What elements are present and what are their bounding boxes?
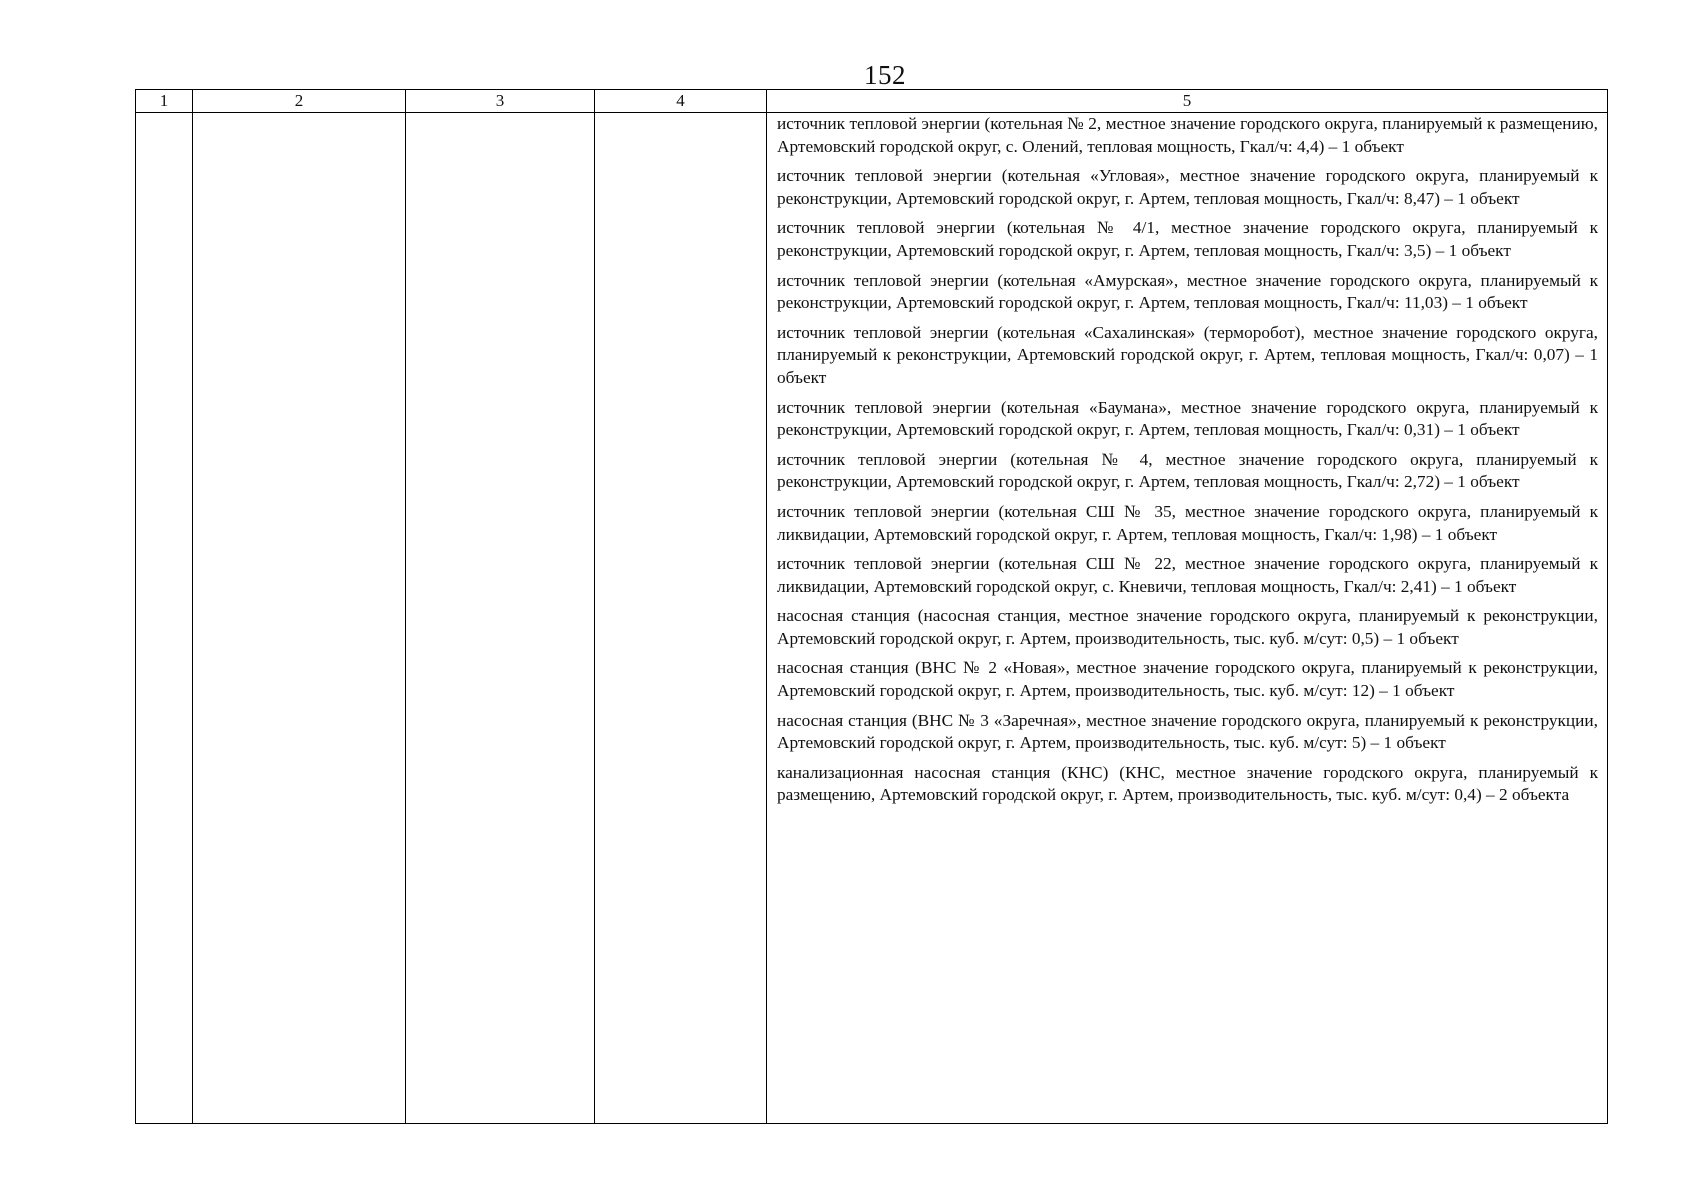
object-entry: насосная станция (насосная станция, местное значение городского округа, планируемый к реконструкции, Артемовский городской округ, г. Артем, производительность, тыс. куб. м/сут: 0,5) – 1 объект	[777, 606, 1598, 648]
object-entry: источник тепловой энергии (котельная № 4/1, местное значение городского округа, планируемый к реконструкции, Артемовский городской округ, г. Артем, тепловая мощность, Гкал/ч: 3,5) – 1 объект	[777, 218, 1598, 260]
object-entry: насосная станция (ВНС № 3 «Заречная», местное значение городского округа, планируемый к реконструкции, Артемовский городской округ, г. Артем, производительность, тыс. куб. м/сут: 5) – 1 объект	[777, 710, 1598, 753]
object-entry: источник тепловой энергии (котельная «Сахалинская» (терморобот), местное значение городского округа, планируемый к реконструкции, Артемовский городской округ, г. Артем, тепловая мощность, Гкал/ч: 0,07) – 1 объект	[777, 322, 1598, 387]
table-row	[136, 113, 1608, 1124]
object-entry: источник тепловой энергии (котельная «Амурская», местное значение городского округа, планируемый к реконструкции, Артемовский городской округ, г. Артем, тепловая мощность, Гкал/ч: 11,03) – 1 объект	[777, 270, 1598, 313]
column-4-cell	[595, 113, 767, 1124]
page-number: 152	[864, 60, 906, 90]
column-header-3: 3	[406, 90, 595, 113]
column-1-cell	[136, 113, 193, 1124]
object-entry: насосная станция (ВНС № 2 «Новая», местное значение городского округа, планируемый к реконструкции, Артемовский городской округ, г. Артем, производительность, тыс. куб. м/сут: 12) – 1 объект	[777, 658, 1598, 701]
table-header-row	[136, 90, 1608, 113]
column-5-cell	[767, 113, 1608, 1124]
column-header-1: 1	[136, 90, 193, 113]
column-header-5: 5	[767, 90, 1608, 113]
column-header-4: 4	[595, 90, 767, 113]
object-entry: источник тепловой энергии (котельная СШ № 22, местное значение городского округа, планируемый к ликвидации, Артемовский городской округ, с. Кневичи, тепловая мощность, Гкал/ч: 2,41) – 1 объект	[777, 554, 1598, 596]
object-entry: канализационная насосная станция (КНС) (КНС, местное значение городского округа, планируемый к размещению, Артемовский городской округ, г. Артем, производительность, тыс. куб. м/сут: 0,4) – 2 объекта	[777, 762, 1598, 805]
object-entry: источник тепловой энергии (котельная № 4, местное значение городского округа, планируемый к реконструкции, Артемовский городской округ, г. Артем, тепловая мощность, Гкал/ч: 2,72) – 1 объект	[777, 449, 1598, 492]
document-table	[135, 89, 1608, 1124]
object-entry: источник тепловой энергии (котельная «Баумана», местное значение городского округа, планируемый к реконструкции, Артемовский городской округ, г. Артем, тепловая мощность, Гкал/ч: 0,31) – 1 объект	[777, 397, 1598, 440]
object-entry: источник тепловой энергии (котельная СШ № 35, местное значение городского округа, планируемый к ликвидации, Артемовский городской округ, г. Артем, тепловая мощность, Гкал/ч: 1,98) – 1 объект	[777, 501, 1598, 544]
column-2-cell	[193, 113, 406, 1124]
object-entry: источник тепловой энергии (котельная № 2, местное значение городского округа, планируемый к размещению, Артемовский городской округ, с. Олений, тепловая мощность, Гкал/ч: 4,4) – 1 объект	[777, 114, 1598, 156]
column-header-2: 2	[193, 90, 406, 113]
column-3-cell	[406, 113, 595, 1124]
object-entry: источник тепловой энергии (котельная «Угловая», местное значение городского округа, планируемый к реконструкции, Артемовский городской округ, г. Артем, тепловая мощность, Гкал/ч: 8,47) – 1 объект	[777, 166, 1598, 208]
